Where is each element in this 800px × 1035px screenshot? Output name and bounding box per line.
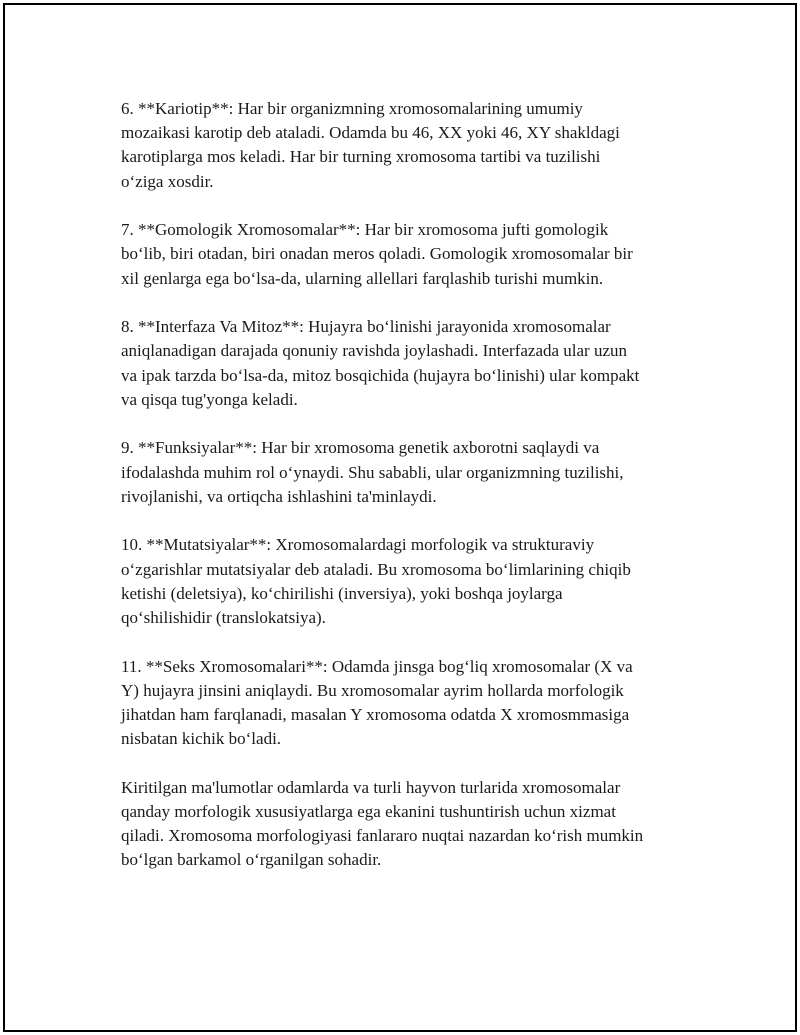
paragraph-seks-xromosomalari [121, 655, 681, 752]
text-line: qiladi. Xromosoma morfologiyasi fanlararo nuqtai nazardan ko‘rish mumkin [121, 826, 644, 846]
text-line: nisbatan kichik bo‘ladi. [121, 729, 282, 749]
text-line: jihatdan ham farqlanadi, masalan Y xromosoma odatda X xromosmmasiga [121, 705, 630, 725]
text-line: rivojlanishi, va ortiqcha ishlashini ta'minlaydi. [121, 486, 437, 506]
text-line: va ipak tarzda bo‘lsa-da, mitoz bosqichida (hujayra bo‘linishi) ular kompakt [121, 365, 640, 385]
text-line: va qisqa tug'yonga keladi. [121, 389, 298, 409]
text-line: 8. **Interfaza Va Mitoz**: Hujayra bo‘linishi jarayonida xromosomalar [121, 317, 611, 337]
text-line: ifodalashda muhim rol o‘ynaydi. Shu sababli, ular organizmning tuzilishi, [121, 462, 624, 482]
text-line: Y) hujayra jinsini aniqlaydi. Bu xromosomalar ayrim hollarda morfologik [121, 680, 624, 700]
paragraph-conclusion [121, 776, 681, 873]
text-line: o‘ziga xosdir. [121, 171, 214, 191]
text-line: bo‘lib, biri otadan, biri onadan meros qoladi. Gomologik xromosomalar bir [121, 244, 633, 264]
text-line: 7. **Gomologik Xromosomalar**: Har bir xromosoma jufti gomologik [121, 220, 609, 240]
paragraph-kariotip [121, 97, 681, 194]
text-line: o‘zgarishlar mutatsiyalar deb ataladi. Bu xromosoma bo‘limlarining chiqib [121, 559, 631, 579]
text-line: mozaikasi karotip deb ataladi. Odamda bu 46, XX yoki 46, XY shakldagi [121, 123, 620, 143]
paragraph-mutatsiyalar [121, 533, 681, 630]
text-line: 11. **Seks Xromosomalari**: Odamda jinsga bog‘liq xromosomalar (X va [121, 656, 633, 676]
text-line: 10. **Mutatsiyalar**: Xromosomalardagi morfologik va strukturaviy [121, 535, 595, 555]
text-line: 9. **Funksiyalar**: Har bir xromosoma genetik axborotni saqlaydi va [121, 438, 600, 458]
paragraph-interfaza-va-mitoz [121, 315, 681, 412]
paragraph-funksiyalar [121, 436, 681, 509]
document-page [3, 3, 797, 1032]
text-line: bo‘lgan barkamol o‘rganilgan sohadir. [121, 850, 382, 870]
text-line: 6. **Kariotip**: Har bir organizmning xromosomalarining umumiy [121, 99, 583, 118]
paragraph-gomologik-xromosomalar [121, 218, 681, 291]
document-body [121, 97, 681, 897]
text-line: Kiritilgan ma'lumotlar odamlarda va turli hayvon turlarida xromosomalar [121, 777, 621, 797]
text-line: qo‘shilishidir (translokatsiya). [121, 608, 326, 628]
text-line: qanday morfologik xususiyatlarga ega ekanini tushuntirish uchun xizmat [121, 802, 616, 822]
text-line: aniqlanadigan darajada qonuniy ravishda joylashadi. Interfazada ular uzun [121, 341, 628, 361]
text-line: karotiplarga mos keladi. Har bir turning xromosoma tartibi va tuzilishi [121, 147, 601, 167]
text-line: ketishi (deletsiya), ko‘chirilishi (inversiya), yoki boshqa joylarga [121, 583, 563, 603]
text-line: xil genlarga ega bo‘lsa-da, ularning allellari farqlashib turishi mumkin. [121, 268, 604, 288]
